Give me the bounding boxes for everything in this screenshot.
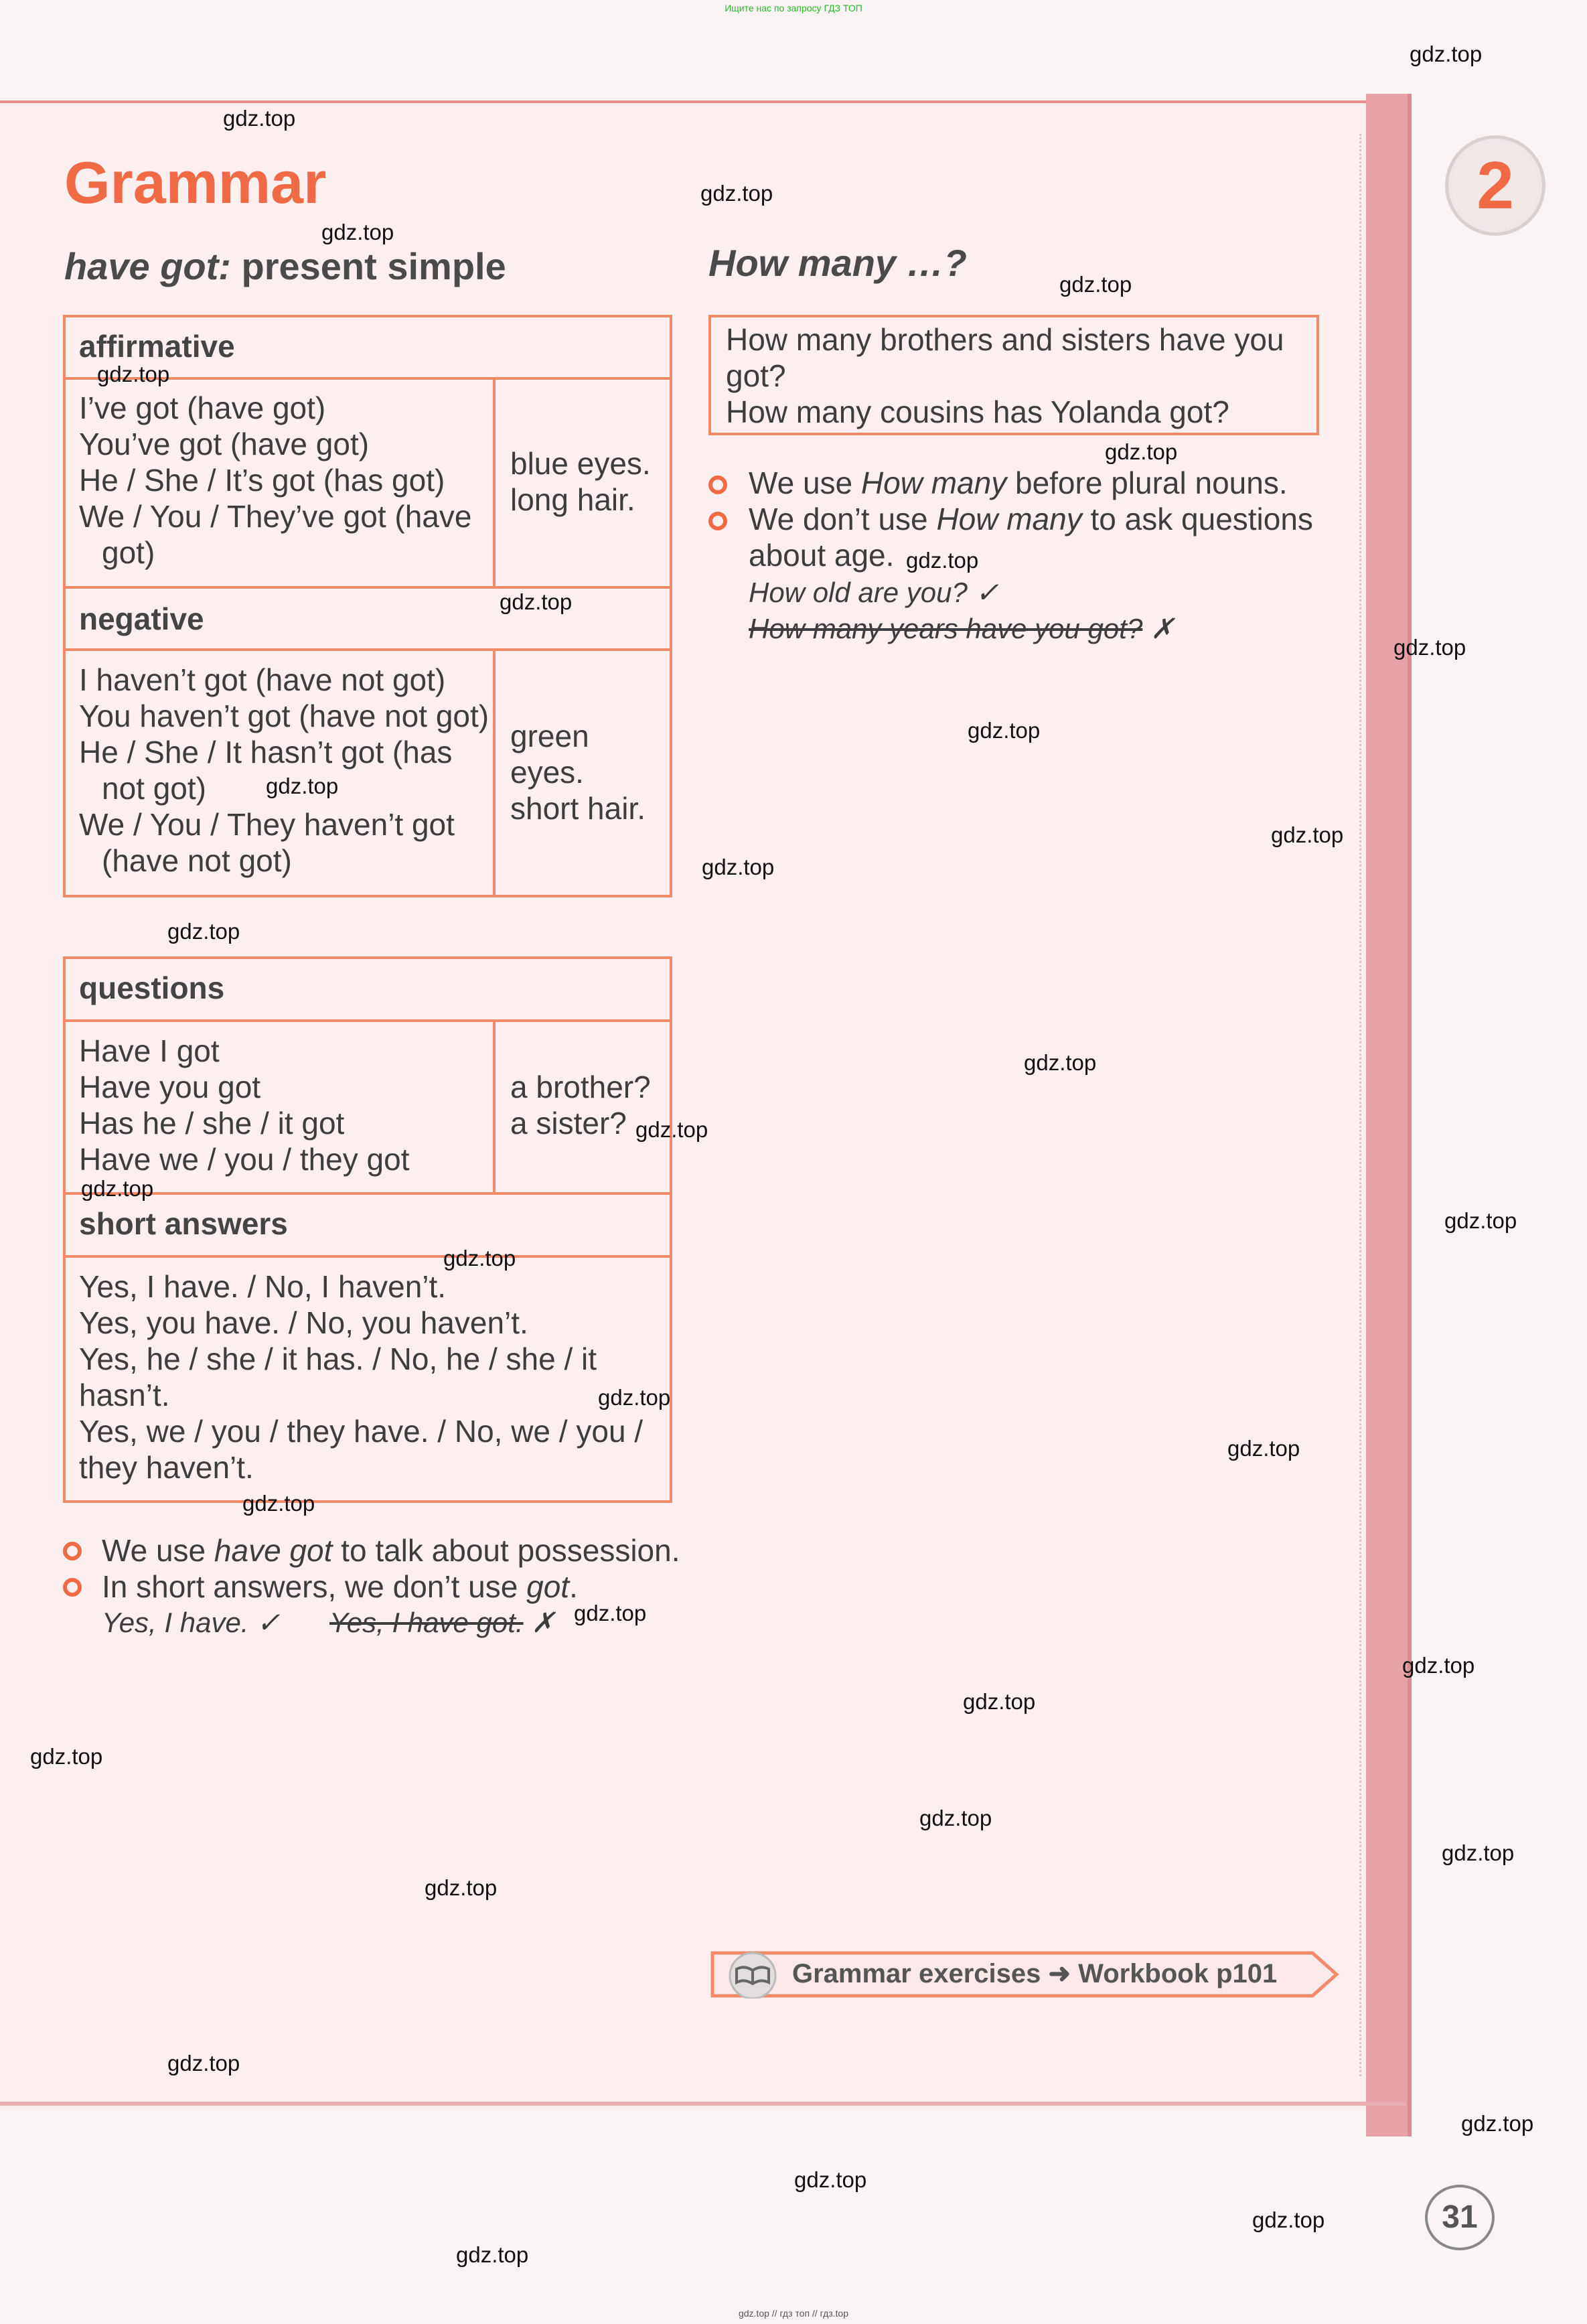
watermark: gdz.top [1271, 822, 1344, 847]
watermark: gdz.top [968, 718, 1041, 743]
form-line: We / You / They’ve got (have [79, 499, 472, 534]
form-line: not got) [102, 771, 206, 806]
question-objects [510, 1069, 651, 1141]
right-subtitle: How many …? [708, 242, 967, 284]
example-line: How many brothers and sisters have you [726, 322, 1284, 357]
page-number: 31 [1425, 2185, 1495, 2250]
bullet-icon [708, 512, 727, 530]
short-answers-list [79, 1268, 662, 1485]
example-line: How many cousins has Yolanda got? [726, 394, 1229, 429]
form-line: Have we / you / they got [79, 1142, 410, 1177]
watermark: gdz.top [1059, 272, 1132, 297]
watermark: gdz.top [1393, 635, 1466, 660]
form-line: We / You / They haven’t got [79, 807, 455, 842]
answer-line: Yes, I have. / No, I haven’t. [79, 1269, 447, 1304]
example-line: got? [726, 358, 786, 393]
watermark: gdz.top [1442, 1840, 1515, 1865]
watermark: gdz.top [906, 548, 979, 573]
watermark: gdz.top [456, 2242, 529, 2267]
form-line: You haven’t got (have not got) [79, 699, 489, 733]
watermark: gdz.top [167, 919, 240, 944]
example-wrong: How many years have you got? ✗ [749, 613, 1175, 644]
table-divider [493, 1021, 496, 1195]
object-line: short hair. [510, 791, 646, 826]
watermark: gdz.top [81, 1176, 154, 1201]
table-rule [63, 1255, 672, 1258]
negative-forms [79, 662, 494, 879]
page-edge-strip [1366, 94, 1412, 2136]
answer-line: hasn’t. [79, 1378, 170, 1412]
form-line: got) [102, 535, 155, 570]
watermark: gdz.top [1105, 439, 1178, 464]
answer-line: Yes, we / you / they have. / No, we / you / [79, 1414, 644, 1449]
workbook-link[interactable] [792, 1958, 1277, 1989]
bottom-rule [0, 2102, 1406, 2106]
unit-number: 2 [1477, 148, 1514, 223]
watermark: gdz.top [1444, 1208, 1517, 1233]
bullet-icon [708, 476, 727, 494]
object-line: eyes. [510, 755, 584, 790]
affirmative-header: affirmative [79, 329, 235, 364]
how-many-examples [726, 321, 1315, 430]
watermark: gdz.top [1410, 42, 1483, 66]
watermark: gdz.top [97, 362, 170, 386]
bullet-icon [63, 1578, 82, 1597]
watermark: gdz.top [635, 1117, 708, 1142]
affirmative-forms [79, 390, 487, 571]
questions-header: questions [79, 970, 225, 1005]
example-wrong: Yes, I have got. ✗ [329, 1607, 555, 1638]
watermark: gdz.top [1402, 1653, 1475, 1678]
form-line: (have not got) [102, 843, 292, 878]
note-short-answers: In short answers, we don’t use got. [102, 1569, 578, 1604]
object-line: a brother? [510, 1070, 651, 1104]
note-plural-nouns: We use How many before plural nouns. [749, 465, 1288, 500]
example-correct: Yes, I have. ✓ [102, 1607, 281, 1638]
watermark: gdz.top [223, 106, 296, 131]
workbook-book-icon [730, 1953, 777, 2000]
watermark: gdz.top [321, 220, 394, 244]
form-line: He / She / It’s got (has got) [79, 463, 445, 498]
form-line: Has he / she / it got [79, 1106, 345, 1141]
short-answers-header: short answers [79, 1206, 288, 1241]
top-rule [0, 100, 1373, 103]
watermark: gdz.top [30, 1744, 103, 1769]
form-line: I’ve got (have got) [79, 390, 326, 425]
example-correct: How old are you? ✓ [749, 577, 999, 608]
watermark: gdz.top [425, 1875, 498, 1900]
arrow-icon: ➜ [1048, 1959, 1071, 1988]
watermark: gdz.top [1461, 2111, 1534, 2136]
watermark: gdz.top [1252, 2207, 1325, 2232]
note-age: We don’t use How many to ask questions about age. [749, 502, 1313, 573]
banner-target: Workbook p101 [1078, 1959, 1278, 1988]
bullet-icon [63, 1542, 82, 1560]
object-line: green [510, 719, 589, 753]
negative-header: negative [79, 601, 204, 636]
table-divider [493, 378, 496, 587]
page-title: Grammar [64, 149, 327, 216]
watermark: gdz.top [266, 774, 339, 798]
watermark: gdz.top [598, 1385, 671, 1410]
note-have-got: We use have got to talk about possession. [102, 1533, 680, 1568]
bottom-note: gdz.top // гдз топ // гдз.top [738, 2308, 849, 2319]
form-line: I haven’t got (have not got) [79, 662, 446, 697]
watermark: gdz.top [500, 589, 573, 614]
banner-label: Grammar exercises [792, 1959, 1041, 1988]
top-note: Ищите нас по запросу ГДЗ ТОП [725, 3, 862, 13]
form-line: You’ve got (have got) [79, 427, 370, 461]
answer-line: Yes, you have. / No, you haven’t. [79, 1305, 528, 1340]
affirmative-objects [510, 445, 651, 518]
watermark: gdz.top [919, 1806, 992, 1830]
watermark: gdz.top [794, 2167, 867, 2192]
object-line: long hair. [510, 482, 635, 517]
form-line: He / She / It hasn’t got (has [79, 735, 453, 770]
table-rule [63, 1019, 672, 1022]
form-line: Have I got [79, 1033, 220, 1068]
answer-line: they haven’t. [79, 1450, 254, 1485]
watermark: gdz.top [700, 181, 773, 206]
watermark: gdz.top [242, 1491, 315, 1516]
dotted-margin [1359, 134, 1361, 2076]
table-rule [63, 1192, 672, 1195]
table-rule [63, 586, 672, 589]
watermark: gdz.top [443, 1246, 516, 1270]
watermark: gdz.top [574, 1601, 647, 1625]
object-line: blue eyes. [510, 446, 651, 481]
negative-objects [510, 718, 646, 826]
table-rule [63, 648, 672, 651]
form-line: Have you got [79, 1070, 261, 1104]
watermark: gdz.top [1227, 1436, 1300, 1461]
watermark: gdz.top [963, 1689, 1036, 1714]
answer-line: Yes, he / she / it has. / No, he / she / it [79, 1341, 597, 1376]
question-forms [79, 1033, 410, 1177]
watermark: gdz.top [702, 855, 775, 879]
object-line: a sister? [510, 1106, 627, 1141]
left-subtitle: have got: present simple [64, 245, 506, 287]
watermark: gdz.top [1024, 1050, 1097, 1075]
watermark: gdz.top [167, 2051, 240, 2076]
